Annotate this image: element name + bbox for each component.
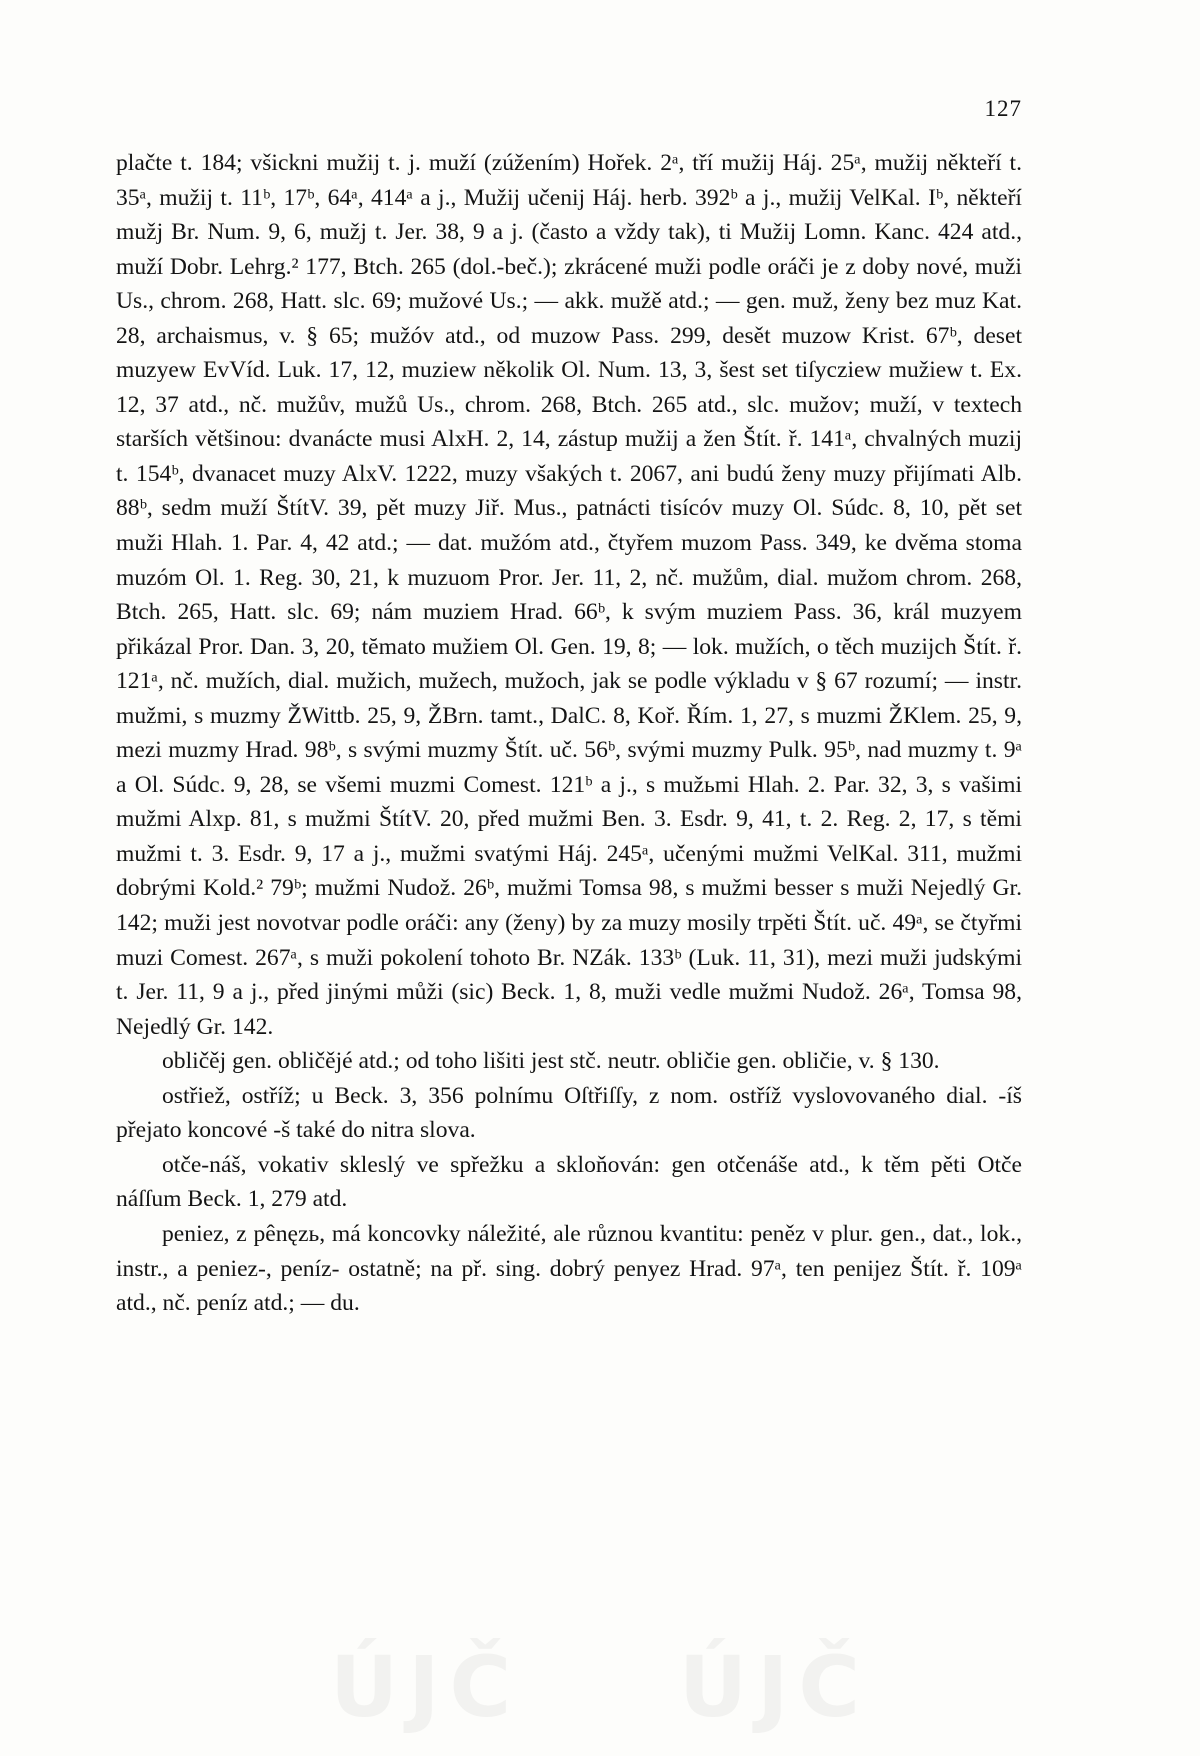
paragraph-peniez: peniez, z pênęzь, má koncovky náležité, ale různou kvantitu: peněz v plur. gen., dat., lok., instr., a peniez-, peníz- ostatně; na př. sing. dobrý penyez Hrad. 97ᵃ, ten penijez Štít. ř. 109ᵃ atd., nč. peníz atd.; — du.	[116, 1220, 1022, 1317]
paragraph-oblicej: obličěj gen. obličějé atd.; od toho lišiti jest stč. neutr. obličie gen. obličie, v. § 130.	[162, 1048, 940, 1075]
paragraph-ostriez: ostřiež, ostříž; u Beck. 3, 356 polnímu Oſtřiſſy, z nom. ostříž vyslovovaného dial. -íš přejato koncové -š také do nitra slova.	[116, 1082, 1022, 1144]
page-number: 127	[984, 96, 1022, 121]
paragraph-muz-declension: plačte t. 184; všickni mužij t. j. muží (zúžením) Hořek. 2ᵃ, tří mužij Háj. 25ᵃ, mužij někteří t. 35ᵃ, mužij t. 11ᵇ, 17ᵇ, 64ᵃ, 414ᵃ a j., Mužij učenij Háj. herb. 392ᵇ a j., mužij VelKal. Iᵇ, někteří mužj Br. Num. 9, 6, mužj t. Jer. 38, 9 a j. (často a vždy tak), ti Mužij Lomn. Kanc. 424 atd., muží Dobr. Lehrg.² 177, Btch. 265 (dol.-beč.); zkrácené muži podle oráči je z doby nové, muži Us., chrom. 268, Hatt. slc. 69; mužové Us.; — akk. mužě atd.; — gen. muž, ženy bez muz Kat. 28, archaismus, v. § 65; mužóv atd., od muzow Pass. 299, desět muzow Krist. 67ᵇ, deset muzyew EvVíd. Luk. 17, 12, muziew několik Ol. Num. 13, 3, šest set tiſycziew mužiew t. Ex. 12, 37 atd., nč. mužův, mužů Us., chrom. 268, Btch. 265 atd., slc. mužov; muží, v textech starších většinou: dvanácte musi AlxH. 2, 14, zástup mužij a žen Štít. ř. 141ᵃ, chvalných muzij t. 154ᵇ, dvanacet muzy AlxV. 1222, muzy všakých t. 2067, ani budú ženy muzy přijímati Alb. 88ᵇ, sedm muží ŠtítV. 39, pět muzy Jiř. Mus., patnácti tisícóv muzy Ol. Súdc. 8, 10, pět set muži Hlah. 1. Par. 4, 42 atd.; — dat. mužóm atd., čtyřem muzom Pass. 349, ke dvěma stoma muzóm Ol. 1. Reg. 30, 21, k muzuom Pror. Jer. 11, 2, nč. mužům, dial. mužom chrom. 268, Btch. 265, Hatt. slc. 69; nám muziem Hrad. 66ᵇ, k svým muziem Pass. 36, král muzyem přikázal Pror. Dan. 3, 20, tĕmato mužiem Ol. Gen. 19, 8; — lok. mužích, o těch muzijch Štít. ř. 121ᵃ, nč. mužích, dial. mužich, mužech, mužoch, jak se podle výkladu v § 67 rozumí; — instr. mužmi, s muzmy ŽWittb. 25, 9, ŽBrn. tamt., DalC. 8, Koř. Řím. 1, 27, s muzmi ŽKlem. 25, 9, mezi muzmy Hrad. 98ᵇ, s svými muzmy Štít. uč. 56ᵇ, svými muzmy Pulk. 95ᵇ, nad muzmy t. 9ᵃ a Ol. Súdc. 9, 28, se všemi muzmi Comest. 121ᵇ a j., s mužьmi Hlah. 2. Par. 32, 3, s vašimi mužmi Alxp. 81, s mužmi ŠtítV. 20, před mužmi Ben. 3. Esdr. 9, 41, t. 2. Reg. 2, 17, s těmi mužmi t. 3. Esdr. 9, 17 a j., mužmi svatými Háj. 245ᵃ, učenými mužmi VelKal. 311, mužmi dobrými Kold.² 79ᵇ; mužmi Nudož. 26ᵇ, mužmi Tomsa 98, s mužmi besser s muži Nejedlý Gr. 142; muži jest novotvar podle oráči: any (ženy) by za muzy mosily trpěti Štít. uč. 49ᵃ, se čtyřmi muzi Comest. 267ᵃ, s muži pokolení tohoto Br. NZák. 133ᵇ (Luk. 11, 31), mezi muži judskými t. Jer. 11, 9 a j., před jinými můži (sic) Beck. 1, 8, muži vedle mužmi Nudož. 26ᵃ, Tomsa 98, Nejedlý Gr. 142.	[116, 150, 1022, 1040]
watermark-left: ÚJČ	[330, 1638, 522, 1736]
body-text	[116, 146, 1022, 1321]
watermark-right: ÚJČ	[678, 1638, 870, 1736]
paragraph-otce-nas: otče-náš, vokativ skleslý ve spřežku a skloňován: gen otčenáše atd., k těm pěti Otče náſſum Beck. 1, 279 atd.	[116, 1151, 1022, 1213]
watermark	[330, 1638, 870, 1736]
